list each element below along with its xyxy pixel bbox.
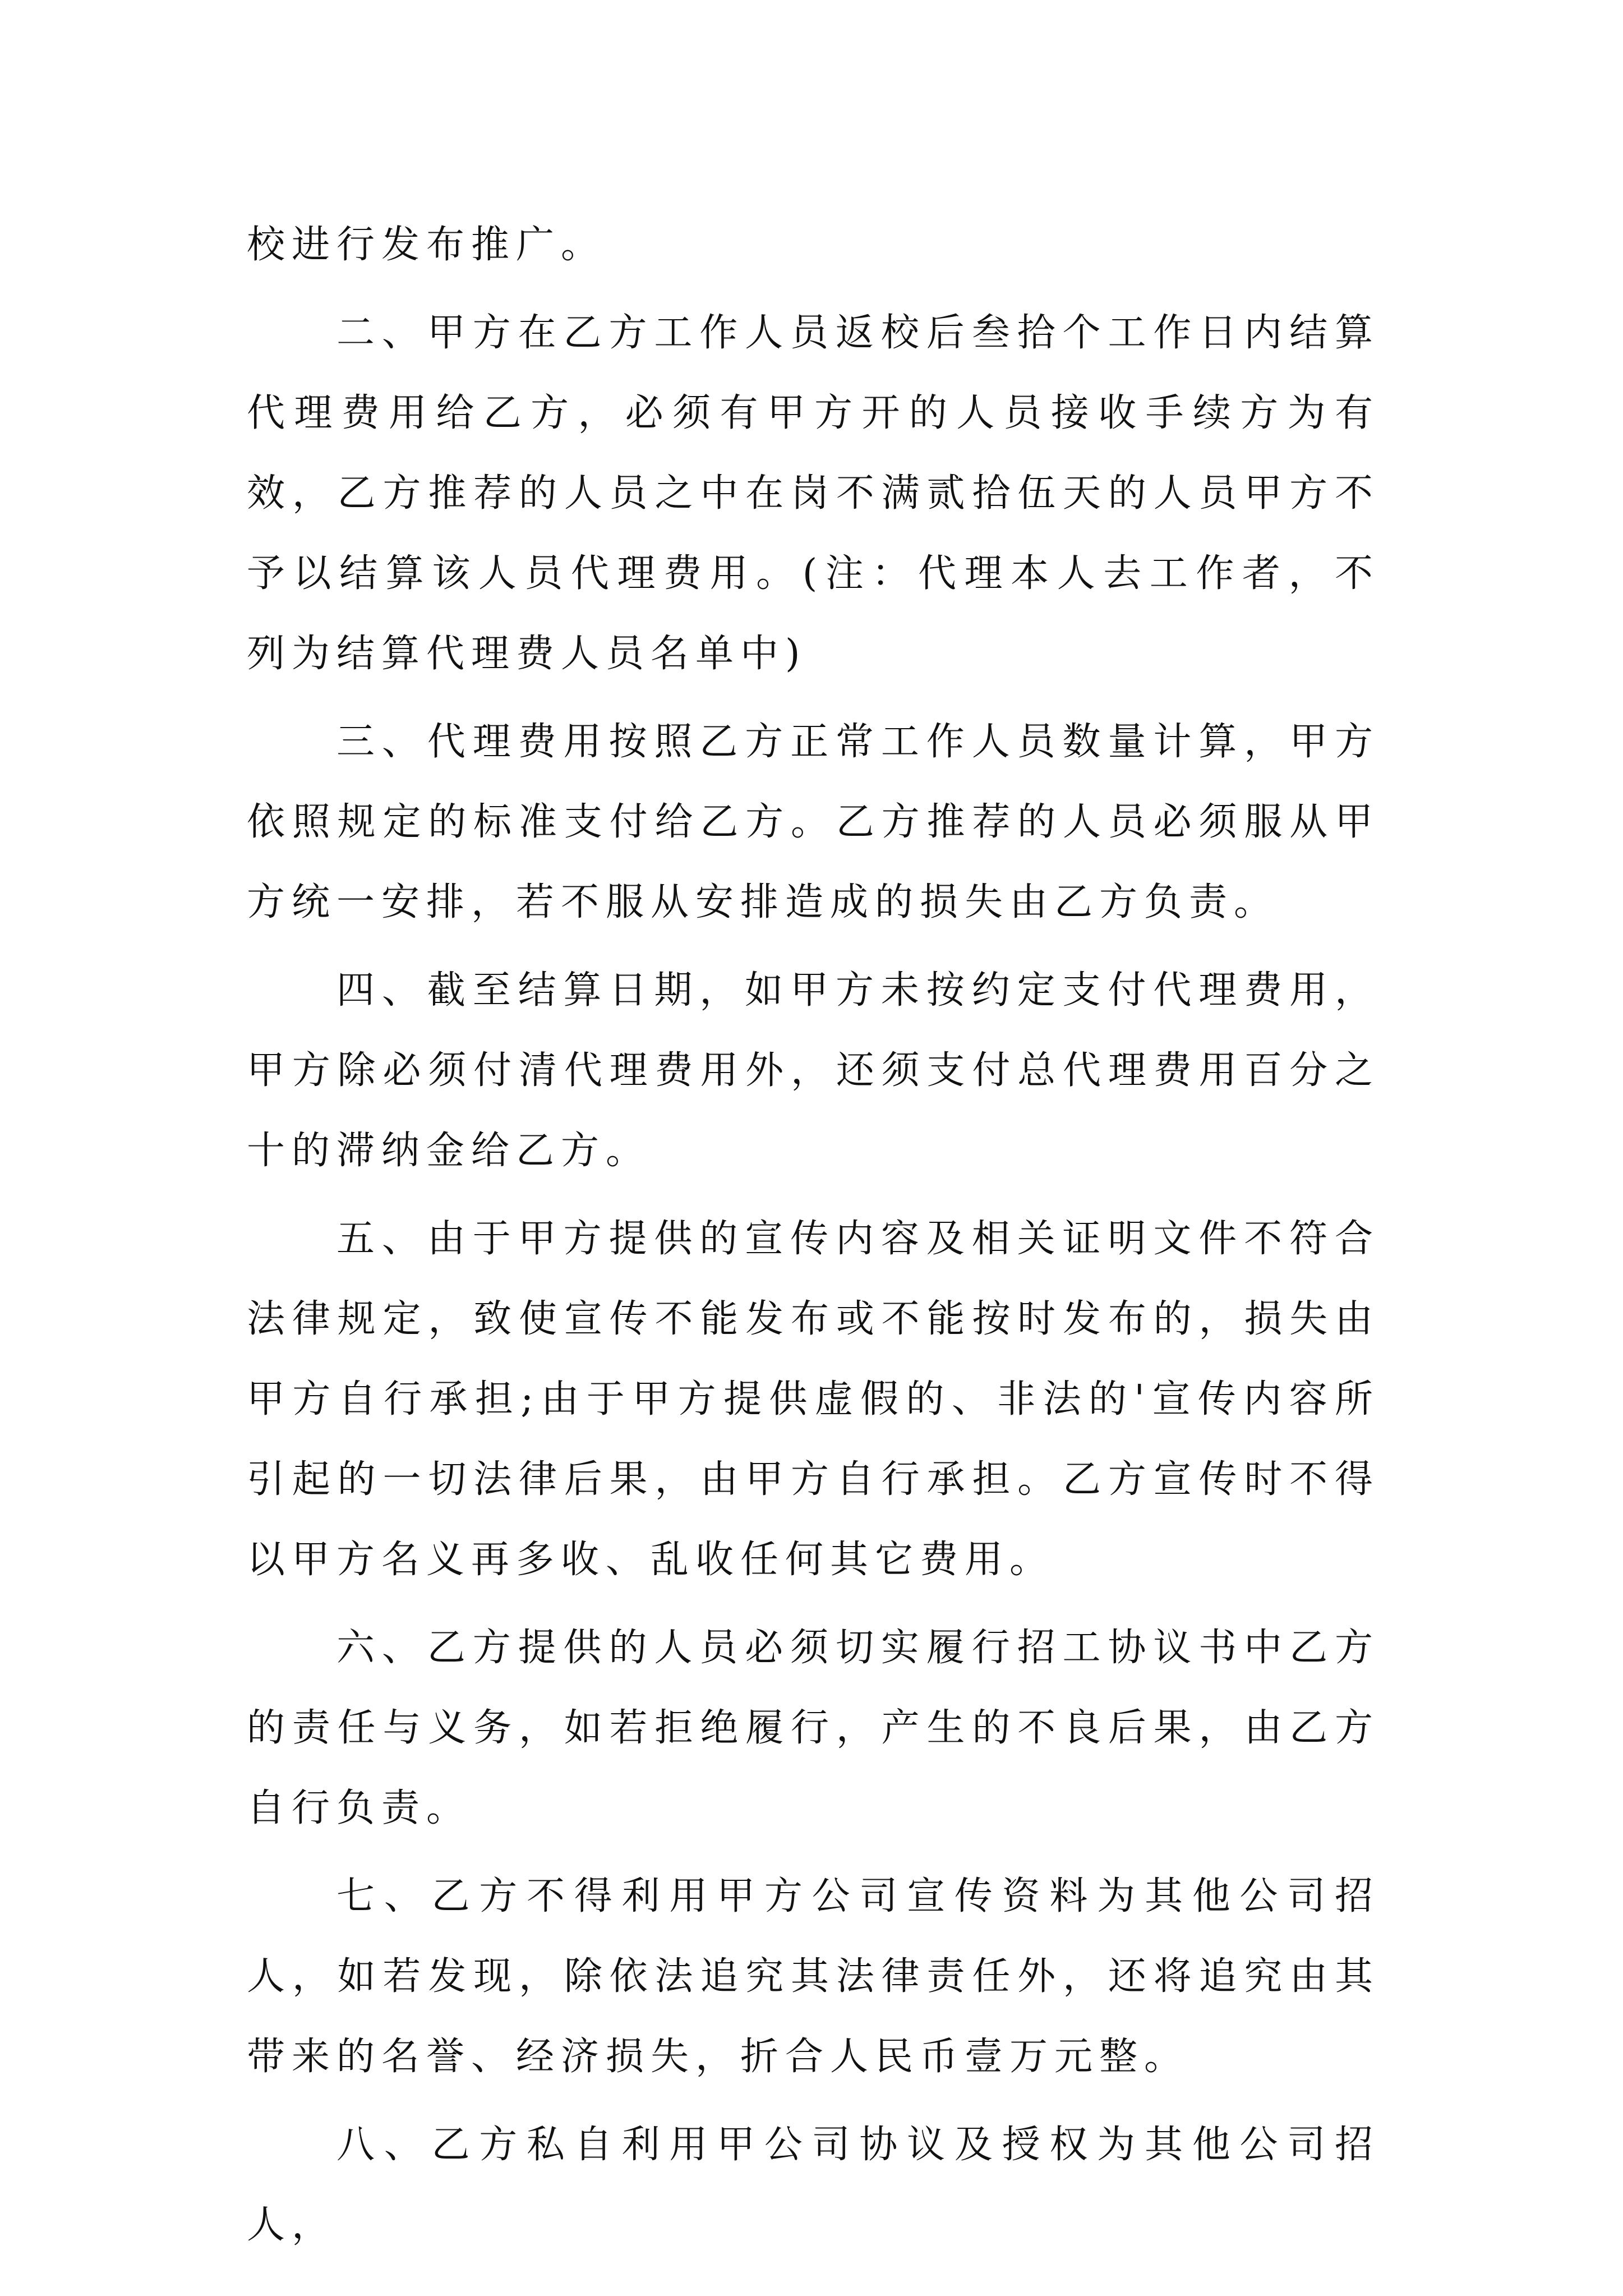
paragraph-clause-8: 八、乙方私自利用甲公司协议及授权为其他公司招人，: [247, 2123, 1380, 2247]
paragraph-clause-3: 三、代理费用按照乙方正常工作人员数量计算，甲方依照规定的标准支付给乙方。乙方推荐的人员必须服从甲方统一安排，若不服从安排造成的损失由乙方负责。: [247, 720, 1380, 924]
paragraph-clause-5: 五、由于甲方提供的宣传内容及相关证明文件不符合法律规定，致使宣传不能发布或不能按时发布的，损失由甲方自行承担;由于甲方提供虚假的、非法的'宣传内容所引起的一切法律后果，由甲方自行承担。乙方宣传时不得以甲方名义再多收、乱收任何其它费用。: [247, 1217, 1380, 1582]
paragraph-clause-7: 七、乙方不得利用甲方公司宣传资料为其他公司招人，如若发现，除依法追究其法律责任外，还将追究由其带来的名誉、经济损失，折合人民币壹万元整。: [247, 1874, 1380, 2079]
paragraph-clause-2: 二、甲方在乙方工作人员返校后叁拾个工作日内结算代理费用给乙方，必须有甲方开的人员接收手续方为有效，乙方推荐的人员之中在岗不满贰拾伍天的人员甲方不予以结算该人员代理费用。(注：代理本人去工作者，不列为结算代理费人员名单中): [247, 311, 1380, 676]
document-body: [247, 205, 1380, 2273]
paragraph-clause-6: 六、乙方提供的人员必须切实履行招工协议书中乙方的责任与义务，如若拒绝履行，产生的不良后果，由乙方自行负责。: [247, 1626, 1380, 1830]
paragraph-continuation: 校进行发布推广。: [247, 223, 606, 267]
paragraph-clause-4: 四、截至结算日期，如甲方未按约定支付代理费用，甲方除必须付清代理费用外，还须支付总代理费用百分之十的滞纳金给乙方。: [247, 968, 1380, 1173]
